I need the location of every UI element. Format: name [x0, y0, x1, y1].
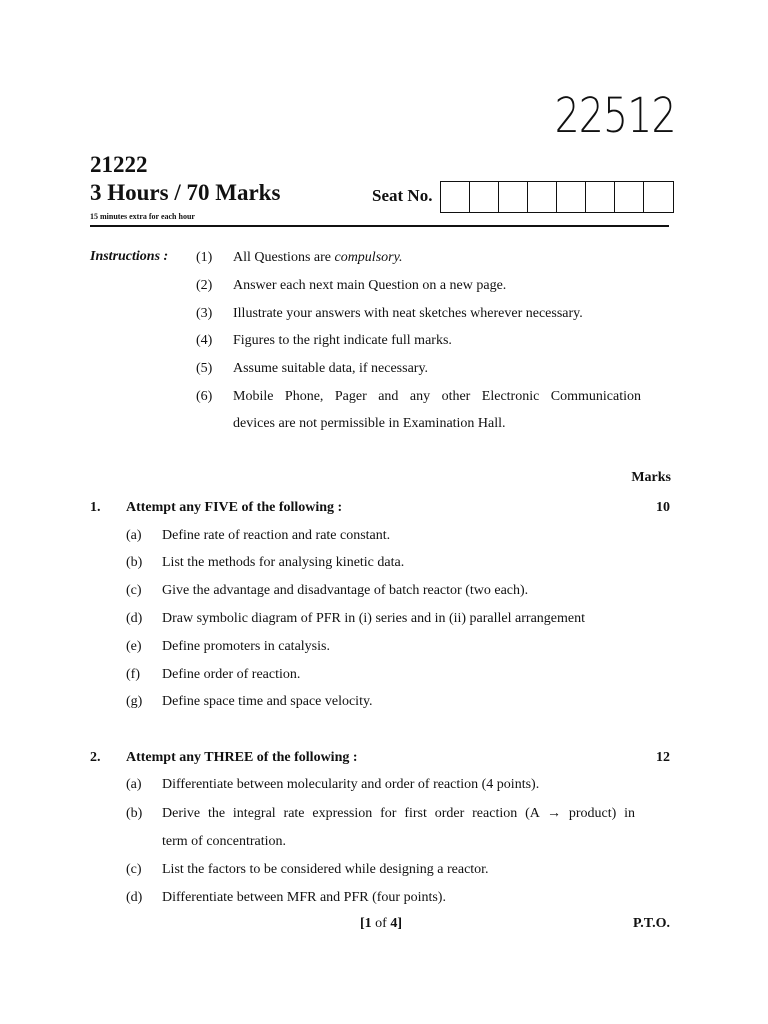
marks-column-header: Marks — [631, 470, 671, 485]
question-title: Attempt any THREE of the following : — [126, 750, 358, 765]
seat-number-label: Seat No. — [372, 186, 433, 205]
part-label: (c) — [126, 583, 142, 598]
instruction-text-emphasis: compulsory. — [334, 250, 403, 265]
instruction-text: Answer each next main Question on a new page. — [233, 278, 507, 293]
header-divider — [90, 225, 669, 227]
subject-code: 22512 — [554, 88, 676, 144]
instruction-number: (4) — [196, 333, 213, 348]
instruction-text: devices are not permissible in Examination Hall. — [233, 416, 506, 431]
seat-box — [644, 182, 673, 212]
duration-marks: 3 Hours / 70 Marks — [90, 180, 281, 205]
instruction-text-plain: All Questions are — [233, 250, 335, 265]
seat-box — [441, 182, 470, 212]
seat-box — [528, 182, 557, 212]
instruction-number: (1) — [196, 250, 213, 265]
page-indicator — [360, 916, 402, 932]
page-total: 4 — [390, 916, 398, 931]
part-label: (f) — [126, 667, 140, 682]
part-label: (b) — [126, 555, 143, 570]
paper-code: 21222 — [90, 152, 148, 177]
part-label: (d) — [126, 890, 143, 905]
part-label: (g) — [126, 694, 143, 709]
instruction-number: (3) — [196, 306, 213, 321]
extra-time-note: 15 minutes extra for each hour — [90, 212, 195, 221]
instructions-label: Instructions : — [90, 249, 169, 264]
part-text: List the factors to be considered while designing a reactor. — [162, 862, 489, 877]
part-text: Define promoters in catalysis. — [162, 639, 330, 654]
part-label: (a) — [126, 528, 142, 543]
question-title: Attempt any FIVE of the following : — [126, 500, 343, 515]
seat-box — [615, 182, 644, 212]
part-text: List the methods for analysing kinetic data. — [162, 555, 405, 570]
instruction-number: (6) — [196, 389, 213, 404]
part-label: (d) — [126, 611, 143, 626]
seat-box — [499, 182, 528, 212]
part-label: (b) — [126, 806, 143, 821]
instruction-text: Illustrate your answers with neat sketches wherever necessary. — [233, 306, 583, 321]
part-text: Draw symbolic diagram of PFR in (i) series and in (ii) parallel arrangement — [162, 611, 585, 626]
page-of: of — [371, 916, 391, 931]
instruction-text — [233, 248, 403, 268]
page-current: 1 — [364, 916, 372, 931]
instruction-text: Mobile Phone, Pager and any other Electronic Communication — [233, 389, 641, 404]
seat-box — [586, 182, 615, 212]
instruction-number: (2) — [196, 278, 213, 293]
part-text: Differentiate between molecularity and order of reaction (4 points). — [162, 777, 540, 792]
instruction-text: Assume suitable data, if necessary. — [233, 361, 429, 376]
seat-box — [557, 182, 586, 212]
page-bracket-close: ] — [397, 916, 403, 931]
instruction-text: Figures to the right indicate full marks. — [233, 333, 452, 348]
part-label: (e) — [126, 639, 142, 654]
part-text: Define space time and space velocity. — [162, 694, 373, 709]
part-text: Derive the integral rate expression for first order reaction (A → product) in — [162, 806, 635, 821]
part-label: (c) — [126, 862, 142, 877]
question-marks: 12 — [656, 750, 670, 765]
page-bracket-open: [ — [360, 916, 365, 931]
question-number: 1. — [90, 500, 101, 515]
question-marks: 10 — [656, 500, 670, 515]
part-text: term of concentration. — [162, 834, 287, 849]
part-text: Differentiate between MFR and PFR (four points). — [162, 890, 446, 905]
please-turn-over: P.T.O. — [633, 916, 670, 931]
part-text: Give the advantage and disadvantage of batch reactor (two each). — [162, 583, 529, 598]
seat-number-boxes — [440, 181, 674, 213]
seat-box — [470, 182, 499, 212]
part-text: Define rate of reaction and rate constant. — [162, 528, 391, 543]
question-number: 2. — [90, 750, 101, 765]
instruction-number: (5) — [196, 361, 213, 376]
part-label: (a) — [126, 777, 142, 792]
part-text: Define order of reaction. — [162, 667, 301, 682]
